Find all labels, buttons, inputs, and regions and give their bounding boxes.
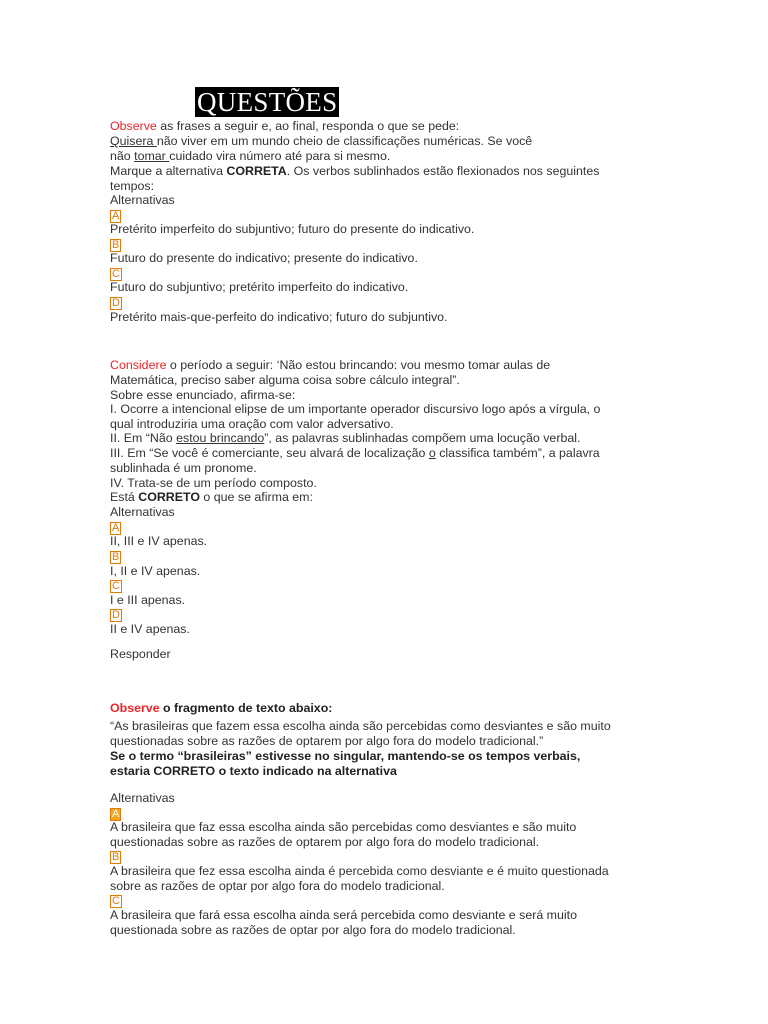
option-letter-badge[interactable]: B [112, 551, 120, 563]
q1-option-letter-b[interactable] [110, 237, 121, 252]
q3-intro [110, 701, 332, 716]
q3-option-a-line-2[interactable]: questionadas sobre as razões de optarem por algo fora do modelo tradicional. [110, 835, 540, 849]
q2-option-a[interactable]: II, III e IV apenas. [110, 534, 208, 548]
q1-option-a[interactable]: Pretérito imperfeito do subjuntivo; futuro do presente do indicativo. [110, 222, 475, 236]
option-letter-badge[interactable]: C [112, 580, 120, 592]
q2-intro [110, 358, 550, 373]
q1-underlined-verb-1: Quisera [110, 134, 157, 148]
q3-lead-text: o fragmento de texto abaixo: [159, 701, 333, 715]
option-letter-badge[interactable]: B [112, 851, 120, 863]
q2-option-letter-d[interactable] [110, 607, 122, 622]
q2-prompt-c: o que se afirma em: [199, 490, 313, 504]
q2-prompt [110, 490, 313, 505]
q2-statement-1: I. Ocorre a intencional elipse de um importante operador discursivo logo após a vírgula, o [110, 402, 601, 416]
q2-s3-a: III. Em “Se você é comerciante, seu alvará de localização [110, 446, 429, 460]
q2-statement-1-cont: qual introduziria uma oração com valor adversativo. [110, 417, 394, 431]
q1-prompt-end: tempos: [110, 179, 155, 193]
q3-lead-keyword: Observe [110, 701, 160, 715]
q1-option-letter-c[interactable] [110, 266, 122, 281]
q2-lead-keyword: Considere [110, 358, 167, 372]
q1-lead-text: as frases a seguir e, ao final, responda o que se pede: [156, 119, 460, 133]
option-letter-badge[interactable]: C [112, 268, 120, 280]
q3-quote-line-2: questionadas sobre as razões de optarem por algo fora do modelo tradicional.” [110, 734, 544, 748]
q2-statement-3-cont: sublinhada é um pronome. [110, 461, 257, 475]
q2-statement-3 [110, 446, 600, 461]
q3-option-c-line-2[interactable]: questionada sobre as razões de optar por algo fora do modelo tradicional. [110, 923, 516, 937]
q2-prompt-bold: CORRETO [138, 490, 200, 504]
page-title: QUESTÕES [197, 87, 338, 117]
q2-option-d[interactable]: II e IV apenas. [110, 622, 190, 636]
q1-prompt-bold: CORRETA [226, 164, 287, 178]
option-letter-badge[interactable]: A [112, 210, 120, 222]
q2-s3-underlined: o [428, 446, 436, 460]
q1-option-c[interactable]: Futuro do subjuntivo; pretérito imperfeito do indicativo. [110, 280, 409, 294]
q1-sentence-text-1: não viver em um mundo cheio de classificações numéricas. Se você [156, 134, 533, 148]
q1-prompt-a: Marque a alternativa [110, 164, 227, 178]
q2-s2-underlined: estou brincando [176, 431, 265, 445]
q3-prompt-line-2: estaria CORRETO o texto indicado na alternativa [110, 764, 397, 778]
q2-s2-b: ”, as palavras sublinhadas compõem uma locução verbal. [264, 431, 581, 445]
option-letter-badge[interactable]: C [112, 895, 120, 907]
q2-lead-text: o período a seguir: ‘Não estou brincando: vou mesmo tomar aulas de [166, 358, 551, 372]
q3-option-c-line-1[interactable]: A brasileira que fará essa escolha ainda será percebida como desviante e será muito [110, 908, 577, 922]
reply-link[interactable]: Responder [110, 647, 171, 661]
option-letter-badge[interactable]: B [112, 239, 120, 251]
q3-option-letter-c[interactable] [110, 893, 122, 908]
q1-sentence-text-2b: cuidado vira número até para si mesmo. [169, 149, 391, 163]
q1-prompt-c: . Os verbos sublinhados estão flexionados nos seguintes [286, 164, 600, 178]
q1-prompt [110, 164, 599, 179]
q1-option-d[interactable]: Pretérito mais-que-perfeito do indicativo; futuro do subjuntivo. [110, 310, 448, 324]
q2-s2-a: II. Em “Não [110, 431, 177, 445]
option-letter-badge[interactable]: D [112, 609, 120, 621]
q2-option-c[interactable]: I e III apenas. [110, 593, 186, 607]
q1-sentence-line-2 [110, 149, 390, 164]
q1-alternatives-label: Alternativas [110, 193, 175, 207]
q3-option-letter-b[interactable] [110, 849, 121, 864]
q3-option-b-line-1[interactable]: A brasileira que fez essa escolha ainda é percebida como desviante e é muito questionada [110, 864, 609, 878]
q1-intro [110, 119, 459, 134]
q2-statement-4: IV. Trata-se de um período composto. [110, 476, 317, 490]
q2-line-3: Sobre esse enunciado, afirma-se: [110, 388, 296, 402]
q2-option-letter-c[interactable] [110, 578, 122, 593]
q3-quote-line-1: “As brasileiras que fazem essa escolha ainda são percebidas como desviantes e são muito [110, 719, 611, 733]
q2-option-b[interactable]: I, II e IV apenas. [110, 564, 201, 578]
q2-statement-2 [110, 431, 580, 446]
q2-s3-b: classifica também”, a palavra [435, 446, 600, 460]
q1-sentence-text-2a: não [110, 149, 135, 163]
q1-option-letter-a[interactable] [110, 208, 121, 223]
q2-option-letter-b[interactable] [110, 549, 121, 564]
option-letter-badge[interactable]: A [112, 808, 120, 820]
q3-prompt-line-1: Se o termo “brasileiras” estivesse no singular, mantendo-se os tempos verbais, [110, 749, 581, 763]
q3-alternatives-label: Alternativas [110, 791, 175, 805]
q1-option-b[interactable]: Futuro do presente do indicativo; presente do indicativo. [110, 251, 418, 265]
q3-option-b-line-2[interactable]: sobre as razões de optar por algo fora do modelo tradicional. [110, 879, 445, 893]
option-letter-badge[interactable]: D [112, 297, 120, 309]
q1-sentence-line-1 [110, 134, 532, 149]
q2-option-letter-a[interactable] [110, 520, 121, 535]
q2-alternatives-label: Alternativas [110, 505, 175, 519]
q1-lead-keyword: Observe [110, 119, 157, 133]
q1-option-letter-d[interactable] [110, 295, 122, 310]
q2-line-2: Matemática, preciso saber alguma coisa sobre cálculo integral”. [110, 373, 460, 387]
q3-option-a-line-1[interactable]: A brasileira que faz essa escolha ainda são percebidas como desviantes e são muito [110, 820, 577, 834]
option-letter-badge[interactable]: A [112, 522, 120, 534]
q1-underlined-verb-2: tomar [134, 149, 170, 163]
q3-option-letter-a[interactable] [110, 806, 121, 821]
q2-prompt-a: Está [110, 490, 139, 504]
page-title-block [195, 87, 339, 117]
